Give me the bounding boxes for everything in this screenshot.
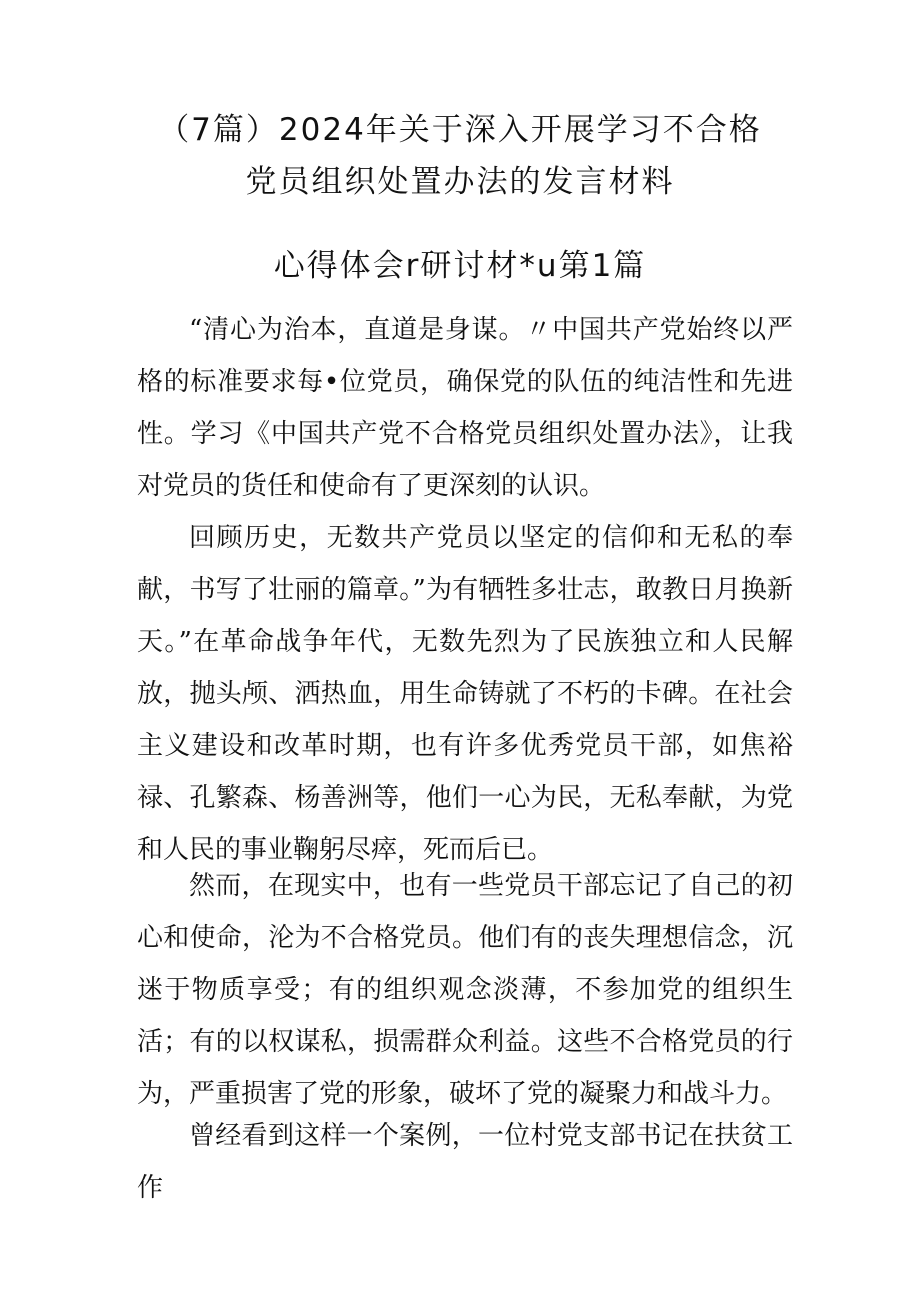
body-paragraph-1: “清心为治本，直道是身谋。〃中国共产党始终以严格的标准要求每•位党员，确保党的队伍的纯洁性和先进性。学习《中国共产党不合格党员组织处置办法》，让我对党员的货任和使命有了更深刻的认识。 [137,315,793,501]
body-paragraph-3: 然而，在现实中，也有一些党员干部忘记了自己的初心和使命，沦为不合格党员。他们有的丧失理想信念，沉迷于物质享受；有的组织观念淡薄，不参加党的组织生活；有的以权谋私，损需群众利益。这些不合格党员的行为，严重损害了党的形象，破坏了党的凝聚力和战斗力。 [137,871,793,1109]
body-paragraph-2: 回顾历史，无数共产党员以坚定的信仰和无私的奉献，书写了壮丽的篇章。”为有牺牲多壮志，敢教日月换新天。”在革命战争年代，无数先烈为了民族独立和人民解放，抛头颅、洒热血，用生命铸就了不朽的卡碑。在社会主义建设和改革时期，也有许多优秀党员干部，如焦裕禄、孔繁森、杨善洲等，他们一心为民，无私奉献，为党和人民的事业鞠躬尽瘁，死而后已。 [137,523,793,865]
document-title-line-2: 党员组织处置办法的发言材料 [245,164,675,200]
document-title-line-1: （7篇）2024年关于深入开展学习不合格 [158,112,762,148]
body-paragraph-4: 曾经看到这样一个案例，一位村党支部书记在扶贫工作 [137,1121,793,1203]
document-subtitle: 心得体会r研讨材*u第1篇 [273,248,647,284]
